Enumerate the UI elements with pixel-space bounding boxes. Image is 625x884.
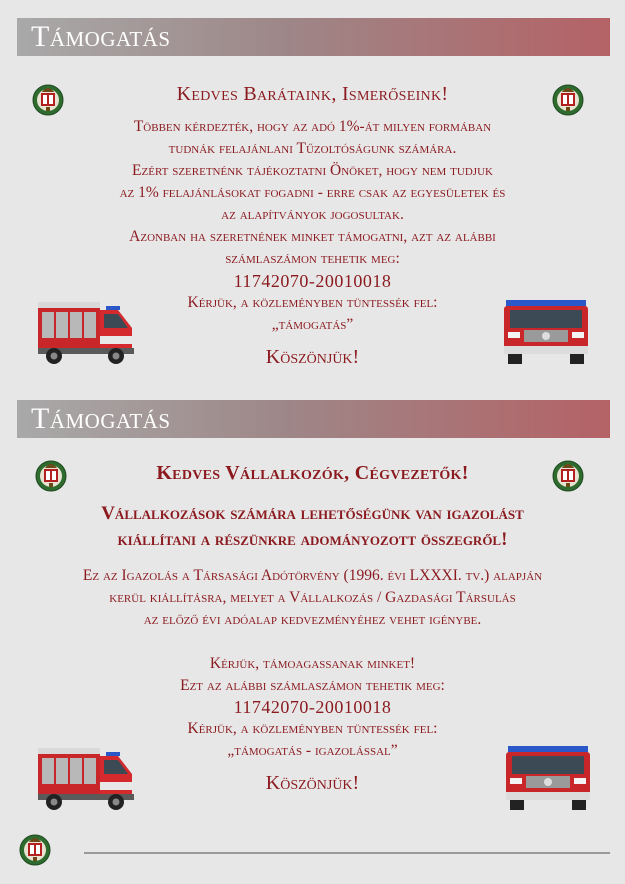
section2-banner (17, 400, 610, 438)
text-line: kerül kiállításra, melyet a Vállalkozás / Gazdasági Társulás (109, 589, 516, 606)
fire-department-logo-icon (17, 828, 53, 868)
fire-truck-icon (500, 742, 596, 812)
section2-greeting: Kedves Vállalkozók, Cégvezetők! (156, 462, 469, 484)
fire-truck-icon (38, 742, 134, 812)
section2-thanks: Köszönjük! (265, 772, 360, 794)
text-line: az 1% felajánlásokat fogadni - erre csak az egyesületek és (119, 184, 506, 201)
section1-note-value: „támogatás” (271, 316, 354, 333)
text-line: az előző évi adóalap kedvezményéhez vehet igénybe. (143, 611, 482, 628)
text-line: Vállalkozások számára lehetőségünk van igazolást (101, 503, 524, 524)
fire-truck-icon (38, 296, 134, 366)
text-line: számlaszámon tehetik meg: (225, 250, 400, 267)
section1-greeting: Kedves Barátaink, Ismerőseink! (176, 83, 449, 105)
section1-thanks: Köszönjük! (265, 346, 360, 368)
section1-note-line: Kérjük, a közleményben tüntessék fel: (187, 294, 438, 311)
text-line: Ez az Igazolás a Társasági Adótörvény (1996. évi LXXXI. tv.) alapján (82, 567, 543, 584)
fire-truck-icon (498, 296, 594, 366)
section2-body (0, 565, 625, 631)
text-line: az alapítványok jogosultak. (221, 206, 404, 223)
text-line: Többen kérdezték, hogy az adó 1%-át milyen formában (133, 118, 492, 135)
section1-body (0, 116, 625, 270)
text-line: tudnák felajánlani Tűzoltóságunk számára. (168, 140, 457, 157)
section1-banner (17, 18, 610, 56)
footer-divider (84, 852, 610, 854)
text-line: Kérjük, támoagassanak minket! (209, 655, 416, 672)
section2-bold-text (0, 501, 625, 553)
section2-note-line: Kérjük, a közleményben tüntessék fel: (187, 720, 438, 737)
section1-account-number: 11742070-20010018 (233, 271, 392, 291)
section2-title: Támogatás (31, 402, 171, 435)
text-line: kiállítani a részünkre adományozott összegről! (117, 529, 508, 550)
text-line: Ezért szeretnénk tájékoztatni Önöket, hogy nem tudjuk (132, 162, 493, 179)
text-line: Azonban ha szeretnének minket támogatni, azt az alábbi (129, 228, 496, 245)
text-line: Ezt az alábbi számlaszámon tehetik meg: (180, 677, 445, 694)
section2-request (0, 653, 625, 697)
section2-account-number: 11742070-20010018 (233, 697, 392, 717)
section1-title: Támogatás (31, 20, 171, 53)
section2-note-value: „támogatás - igazolással” (227, 742, 398, 759)
